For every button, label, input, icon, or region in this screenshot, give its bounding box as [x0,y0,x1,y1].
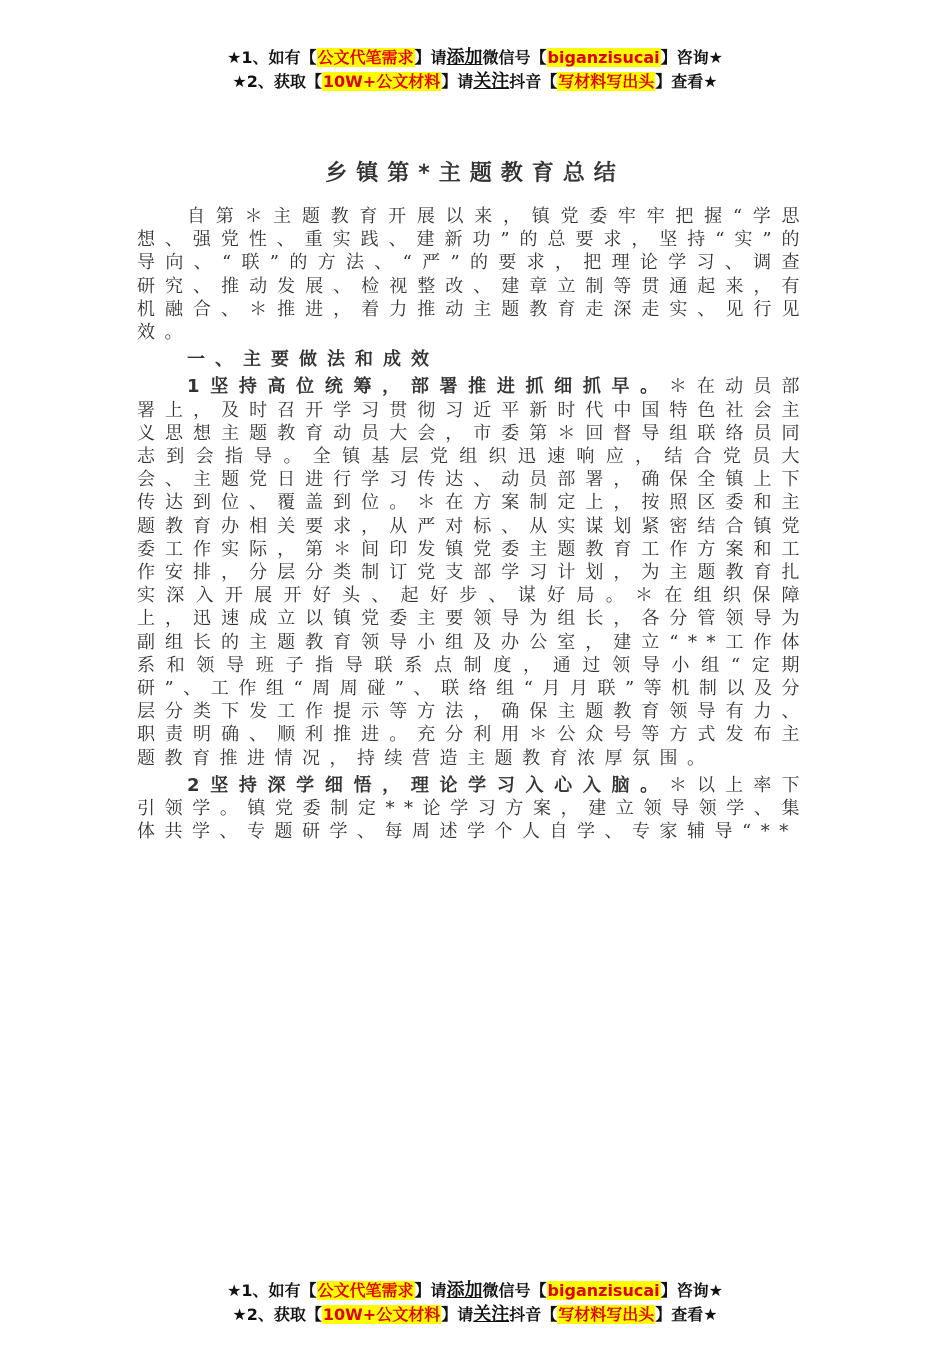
promo-line-2: ★2、获取【10W+公文材料】请关注抖音【写材料写出头】查看★ [232,1304,718,1325]
promo-line-1: ★1、如有【公文代笔需求】请添加微信号【biganzisucai】咨询★ [227,1280,723,1301]
promo-highlight: 公文代笔需求 [317,1281,414,1300]
item-2-lead: 2坚持深学细悟，理论学习入心入脑。 [187,774,669,796]
item-2-paragraph [137,774,809,844]
promo-line-1: ★1、如有【公文代笔需求】请添加微信号【biganzisucai】咨询★ [227,47,723,68]
promo-highlight: biganzisucai [547,1281,660,1300]
promo-highlight: 10W+公文材料 [322,1305,441,1324]
promo-highlight: 写材料写出头 [558,1305,655,1324]
item-1-text: ＊在动员部署上，及时召开学习贯彻习近平新时代中国特色社会主义思想主题教育动员大会，市委第＊回督导组联络员同志到会指导。全镇基层党组织迅速响应，结合党员大会、主题党日进行学习传达、动员部署，确保全镇上下传达到位、覆盖到位。＊在方案制定上，按照区委和主题教育办相关要求，从严对标、从实谋划紧密结合镇党委工作实际，第＊间印发镇党委主题教育工作方案和工作安排，分层分类制订党支部学习计划，为主题教育扎实深入开展开好头、起好步、谋好局。＊在组织保障上，迅速成立以镇党委主要领导为组长，各分管领导为副组长的主题教育领导小组及办公室，建立“**工作体系和领导班子指导联系点制度，通过领导小组“定期研”、工作组“周周碰”、联络组“月月联”等机制以及分层分类下发工作提示等方法，确保主题教育领导有力、职责明确、顺利推进。充分利用＊公众号等方式发布主题教育推进情况，持续营造主题教育浓厚氛围。 [137,376,810,769]
item-2-text: ＊以上率下引领学。镇党委制定**论学习方案，建立领导领学、集体共学、专题研学、每周述学个人自学、专家辅导“** [137,774,810,843]
promo-line-2: ★2、获取【10W+公文材料】请关注抖音【写材料写出头】查看★ [232,71,718,92]
promo-highlight: 公文代笔需求 [317,48,414,67]
item-1-lead: 1坚持高位统筹，部署推进抓细抓早。 [187,376,669,398]
promo-highlight: biganzisucai [547,48,660,67]
footer-promo-banner [0,1279,950,1327]
intro-paragraph: 自第＊主题教育开展以来，镇党委牢牢把握“学思想、强党性、重实践、建新功”的总要求，坚持“实”的导向、“联”的方法、“严”的要求，把理论学习、调查研究、推动发展、检视整改、建章立制等贯通起来，有机融合、＊推进，着力推动主题教育走深走实、见行见效。 [137,206,809,344]
promo-highlight: 10W+公文材料 [322,72,441,91]
document-title: 乡镇第*主题教育总结 [325,161,625,186]
header-promo-banner [0,46,950,94]
section-heading: 一、主要做法和成效 [187,349,439,371]
promo-highlight: 写材料写出头 [558,72,655,91]
document-body [137,205,809,847]
item-1-paragraph [137,375,809,769]
